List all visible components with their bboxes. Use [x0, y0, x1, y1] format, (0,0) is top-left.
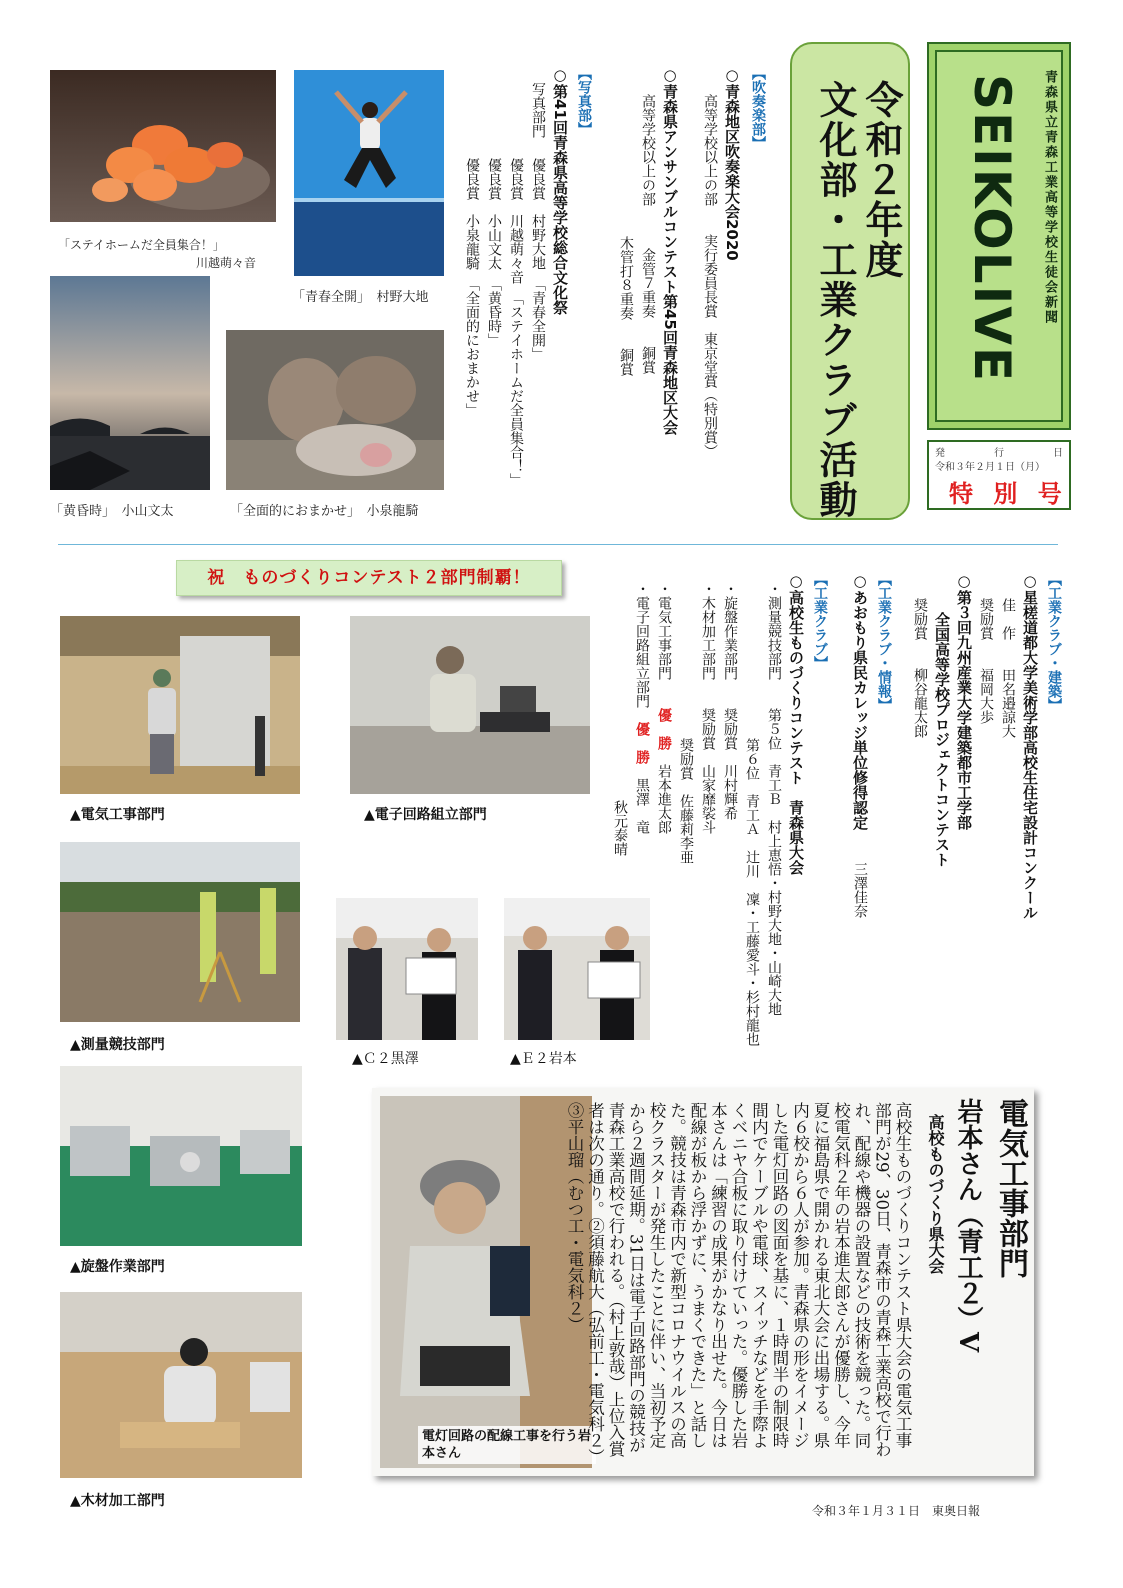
- photo-omakase: [226, 330, 444, 490]
- photo-omakase-caption: 「全面的におまかせ」 小泉龍騎: [230, 504, 419, 519]
- industry-section-heading: 【工業クラブ】: [812, 572, 828, 670]
- photo-seishun-caption: 「青春全開」 村野大地: [292, 290, 429, 305]
- photo-stay-home-caption-1: 「ステイホームだ全員集合！」: [58, 238, 225, 252]
- industry-result-5: [632, 582, 652, 834]
- arch-event-2-b: 全国高等学校プロジェクトコンテスト: [933, 612, 951, 867]
- banner-text: 祝 ものづくりコンテスト２部門制覇！: [207, 568, 531, 588]
- clipping-body: 高校生ものづくりコンテスト県大会の電気工事部門が29、30日、青森市の青森工業高校で行われ、配線や機器の設置などの技術を競った。同校電気科２年の岩本進太郎さんが優勝し、今年夏に福島県で開かれる東北大会に出場する。県内６校から６人が参加。青森県の形をイメージした電灯回路の図面を基に、１時間半の制限時間内でケーブルや電球、スイッチなどを手際よくベニヤ合板に取り付けていった。優勝した岩本さんは「練習の成果がかなり出せた。今日は配線が板から浮かずに、うまくできた」と話した。競技は青森市内で新型コロナウイルスの高校クラスターが発生したことに伴い、当初予定から２週間延期。31日は電子回路部門の競技が青森工業高校で行われる。（村上敦哉）上位入賞者は次の通り。②須藤航大（弘前工・電気科２）③平山瑠（むつ工・電気科２）: [565, 1102, 912, 1458]
- industry-result-2: ・旋盤作業部門 奨励賞 川村輝希: [722, 582, 738, 820]
- arch-event-2: ○第３回九州産業大学建築都市工学部: [955, 572, 973, 830]
- photo-tasogare-caption: 「黄昏時」 小山文太: [50, 504, 174, 519]
- winner-badge-electric: 優 勝: [656, 708, 672, 750]
- industry-result-3b: 奨励賞 佐藤莉李亜: [678, 738, 694, 864]
- photo-survey: [60, 842, 300, 1022]
- photo-e2-iwamoto: [504, 898, 650, 1040]
- arch-result-1: 佳 作 田名邉諒大: [1000, 598, 1016, 738]
- photo-sub: 写真部門: [530, 82, 546, 138]
- industry-result-1: ・測量競技部門 第５位 青工Ｂ 村上恵悟・村野大地・山崎大地: [766, 582, 782, 1016]
- photo-section-heading: 【写真部】: [576, 66, 592, 136]
- masthead: [927, 42, 1071, 430]
- caption-electronic: ▲電子回路組立部門: [364, 807, 487, 823]
- paper-name: 青森県立青森工業高等学校生徒会新聞: [1042, 70, 1057, 325]
- arch-event-1: ○星槎道都大学美術学部高校生住宅設計コンクール: [1021, 572, 1039, 920]
- info-section-heading: 【工業クラブ・情報】: [876, 572, 892, 712]
- industry-result-3: ・木材加工部門 奨励賞 山家靡裟斗: [700, 582, 716, 834]
- issue-label-1: 発: [935, 448, 945, 459]
- industry-result-1b: 第６位 青工Ａ 辻川 凜・工藤愛斗・杉村龍也: [744, 738, 760, 1046]
- title-line-1: 令和２年度: [859, 80, 904, 280]
- industry-result-4-name: 岩本進太郎: [656, 750, 672, 834]
- photo-result-3: 優良賞 小山文太 「黄昏時」: [486, 158, 502, 347]
- issue-label: [935, 444, 1063, 459]
- caption-lathe: ▲旋盤作業部門: [70, 1259, 165, 1275]
- winner-badge-electronic: 優 勝: [634, 722, 650, 764]
- special-issue-label: 特 別 号: [949, 480, 1068, 508]
- clipping-photo: [380, 1096, 592, 1468]
- arch-result-3: 奨励賞 柳谷龍太郎: [912, 598, 928, 738]
- brass-event-1: ○青森地区吹奏楽大会2020: [723, 66, 741, 261]
- paper-logo: SEIKOLIVE: [963, 74, 1021, 384]
- brass-event-2-result-2: 木管打８重奏 銅賞: [618, 236, 634, 376]
- title-box: [790, 42, 910, 520]
- industry-result-5c: 秋元泰晴: [612, 800, 628, 856]
- celebration-banner: [176, 560, 562, 596]
- caption-e2-iwamoto: ▲Ｅ２岩本: [510, 1051, 577, 1067]
- photo-result-1: 優良賞 村野大地 「青春全開」: [530, 158, 546, 361]
- issue-label-3: 日: [1053, 448, 1063, 459]
- photo-result-2: 優良賞 川越萌々音 「ステイホームだ全員集合！」: [508, 158, 524, 487]
- brass-event-2: ○青森県アンサンブルコンテスト第45回青森地区大会: [661, 66, 679, 435]
- photo-electronic: [350, 616, 590, 794]
- photo-stay-home: [50, 70, 276, 222]
- caption-electric: ▲電気工事部門: [70, 807, 165, 823]
- clipping-headline-1: 電気工事部門: [993, 1098, 1028, 1278]
- caption-c2-kurosawa: ▲Ｃ２黒澤: [352, 1051, 419, 1067]
- industry-result-4-label: ・電気工事部門: [656, 582, 672, 708]
- photo-seishun: [294, 70, 444, 276]
- masthead-inner: [935, 50, 1063, 422]
- clipping-subhead: 高校ものづくり県大会: [926, 1114, 945, 1274]
- section-divider: [58, 544, 1058, 545]
- issue-box: [927, 440, 1071, 510]
- caption-wood: ▲木材加工部門: [70, 1493, 165, 1509]
- photo-event: ○第41回青森県高等学校総合文化祭: [551, 66, 569, 315]
- photo-stay-home-caption-2: 川越萌々音: [196, 256, 257, 270]
- newspaper-clipping: [372, 1088, 1034, 1476]
- photo-lathe: [60, 1066, 302, 1246]
- title-line-2: 文化部・工業クラブ活動: [813, 80, 858, 520]
- brass-event-2-result-1: 金管７重奏 銅賞: [640, 248, 656, 374]
- industry-result-5-name: 黒澤 竜: [634, 764, 650, 834]
- clipping-headline-2: 岩本さん（青工２）V: [953, 1098, 983, 1353]
- brass-section-heading: 【吹奏楽部】: [750, 66, 766, 150]
- industry-event: ○高校生ものづくりコンテスト 青森県大会: [787, 572, 805, 875]
- info-event: ○あおもり県民カレッジ単位修得認定: [851, 572, 869, 830]
- industry-result-5-label: ・電子回路組立部門: [634, 582, 650, 722]
- clipping-credit: 令和３年１月３１日 東奥日報: [812, 1504, 981, 1518]
- industry-result-4: [654, 582, 674, 834]
- clipping-photo-caption: 電灯回路の配線工事を行う岩本さん: [418, 1426, 596, 1464]
- arch-section-heading: 【工業クラブ・建築】: [1046, 572, 1062, 712]
- photo-tasogare: [50, 276, 210, 490]
- photo-electric: [60, 616, 300, 794]
- brass-event-1-detail: 高等学校以上の部 実行委員長賞 東京堂賞（特別賞）: [702, 94, 718, 458]
- photo-wood: [60, 1292, 302, 1478]
- arch-result-2: 奨励賞 福岡大歩: [978, 598, 994, 724]
- page-title: [812, 80, 904, 520]
- photo-result-4: 優良賞 小泉龍騎 「全面的におまかせ」: [464, 158, 480, 417]
- photo-c2-kurosawa: [336, 898, 478, 1040]
- issue-label-2: 行: [994, 448, 1004, 459]
- issue-date: 令和３年２月１日（月）: [935, 462, 1045, 473]
- brass-event-2-sub: 高等学校以上の部: [640, 94, 656, 206]
- info-name: 三澤佳奈: [852, 862, 868, 918]
- caption-survey: ▲測量競技部門: [70, 1037, 165, 1053]
